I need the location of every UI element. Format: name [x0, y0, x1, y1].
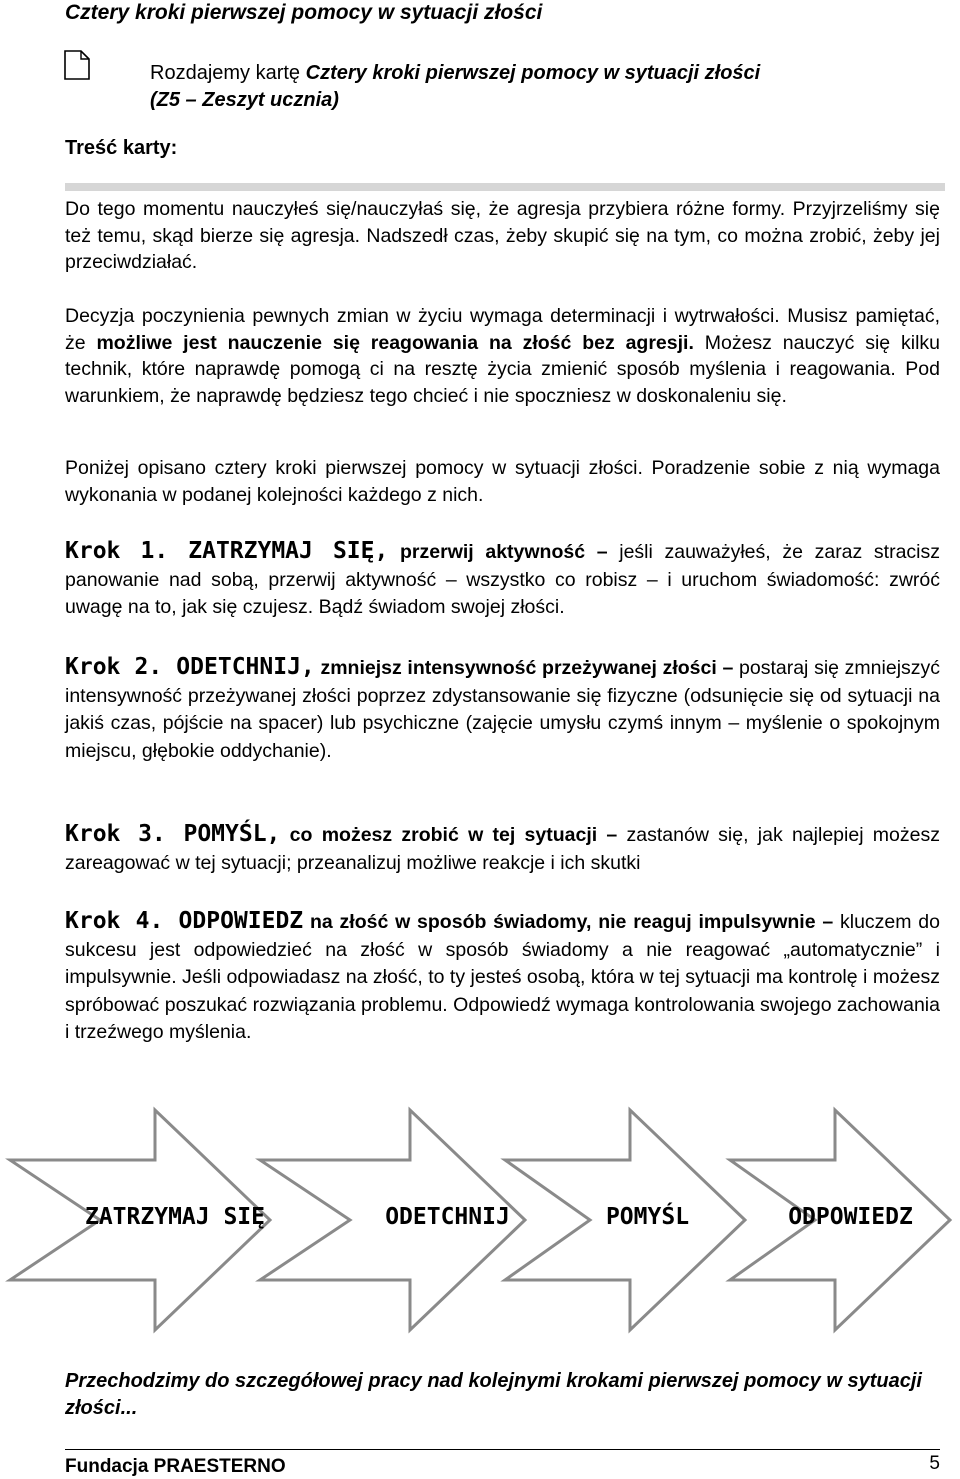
card-label: Treść karty:	[65, 137, 178, 159]
step-2-heading: zmniejsz intensywność przeżywanej złości –	[320, 657, 734, 679]
step-1-text: jeśli zauważyłeś, że zaraz stracisz panowanie nad sobą, przerwij aktywność – wszystko co robisz – i uruchom świadomość: zwróć uwagę na to, jak się czujesz. Bądź świadom swojej złości.	[65, 541, 941, 618]
paragraph-steps-intro: Poniżej opisano cztery kroki pierwszej pomocy w sytuacji złości. Poradzenie sobie z nią wymaga wykonania w podanej kolejności każdego z nich.	[65, 457, 940, 506]
step-3-text: zastanów się, jak najlepiej możesz zareagować w tej sytuacji; przeanalizuj możliwe reakcje i ich skutki	[65, 824, 940, 874]
handout-source: (Z5 – Zeszyt ucznia)	[150, 89, 339, 111]
handout-prefix: Rozdajemy kartę	[150, 62, 306, 84]
arrow-label-4: ODPOWIEDZ	[788, 1204, 913, 1230]
step-4-title: Krok 4. ODPOWIEDZ	[65, 908, 304, 934]
handout-line	[150, 60, 760, 87]
document-icon	[64, 50, 90, 80]
footer-organization: Fundacja PRAESTERNO	[65, 1456, 286, 1477]
step-4	[65, 908, 940, 1047]
arrow-label-1: ZATRZYMAJ SIĘ	[84, 1204, 265, 1230]
arrow-label-2: ODETCHNIJ	[385, 1204, 510, 1230]
step-3	[65, 821, 940, 877]
step-1	[65, 538, 940, 622]
step-4-text: kluczem do sukcesu jest odpowiedzieć na złość w sposób świadomy a nie reagować „automatycznie” i impulsywnie. Jeśli odpowiadasz na złość, to ty jesteś osobą, która w tej sytuacji ma kontrolę i możesz spróbować poszukać rozwiązania problemu. Odpowiedź wymaga kontrolowania swojego zachowania i trzeźwego myślenia.	[65, 911, 940, 1043]
step-1-heading: przerwij aktywność –	[400, 541, 608, 563]
paragraph-decision	[65, 303, 940, 410]
step-3-heading: co możesz zrobić w tej sytuacji –	[289, 824, 618, 846]
closing-note: Przechodzimy do szczegółowej pracy nad kolejnymi krokami pierwszej pomocy w sytuacji złości...	[65, 1370, 922, 1419]
step-2	[65, 654, 940, 765]
paragraph-decision-bold: możliwe jest nauczenie się reagowania na złość bez agresji.	[96, 331, 694, 354]
paragraph-intro: Do tego momentu nauczyłeś się/nauczyłaś się, że agresja przybiera różne formy. Przyjrzeliśmy się też temu, skąd bierze się agresja. Nadszedł czas, żeby skupić się na tym, co można zrobić, żeby jej przeciwdziałać.	[65, 198, 940, 274]
step-4-heading: na złość w sposób świadomy, nie reaguj impulsywnie –	[309, 911, 834, 933]
paragraph-decision-b: Możesz nauczyć się kilku technik, które naprawdę pomogą ci na resztę życia zmienić sposób myślenia i reagowania. Pod warunkiem, że naprawdę będziesz tego chcieć i nie spoczniesz w doskonaleniu się.	[65, 331, 941, 408]
footer-divider	[65, 1449, 940, 1450]
step-2-text: postaraj się zmniejszyć intensywność przeżywanej złości poprzez zdystansowanie się fizyczne (odsunięcie się od sytuacji na jakiś czas, pójście na spacer) lub psychiczne (zajęcie umysłu czymś innym – myślenie o spokojnym miejscu, głębokie oddychanie).	[65, 657, 941, 762]
page-number: 5	[929, 1453, 940, 1474]
paragraph-decision-a: Decyzja poczynienia pewnych zmian w życiu wymaga determinacji i wytrwałości. Musisz pamiętać, że	[65, 305, 940, 354]
step-2-title: Krok 2. ODETCHNIJ,	[65, 654, 315, 680]
step-3-title: Krok 3. POMYŚL,	[65, 821, 281, 847]
section-divider	[65, 183, 945, 191]
step-1-title: Krok 1. ZATRZYMAJ SIĘ,	[65, 538, 389, 564]
page-title: Cztery kroki pierwszej pomocy w sytuacji złości	[65, 1, 543, 24]
handout-card-name: Cztery kroki pierwszej pomocy w sytuacji złości	[305, 62, 761, 84]
arrow-label-3: POMYŚL	[605, 1204, 690, 1230]
